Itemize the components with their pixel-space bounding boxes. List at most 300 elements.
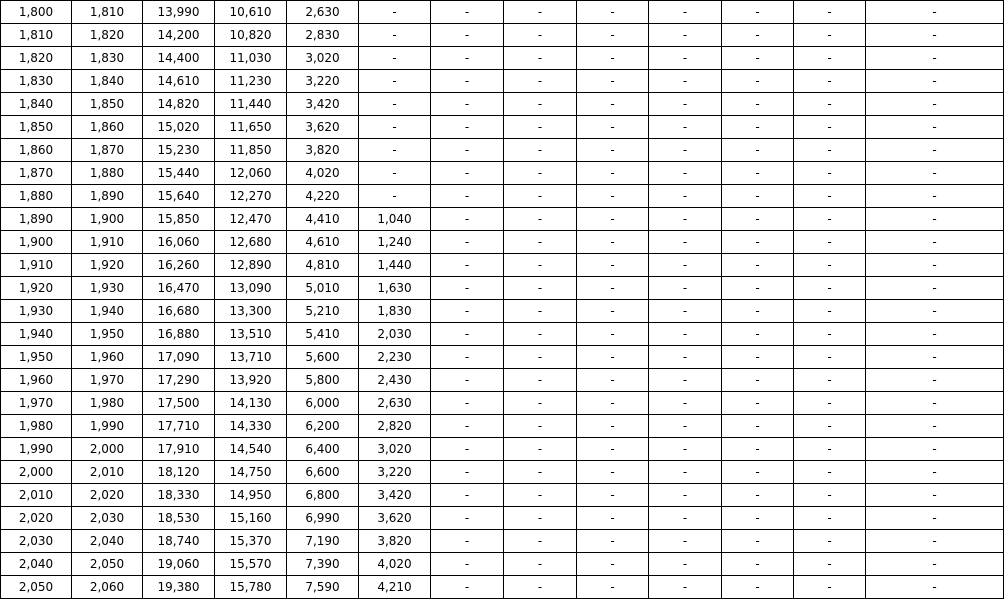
table-row bbox=[1, 162, 1004, 185]
table-cell: 1,850 bbox=[1, 116, 72, 139]
table-cell: 7,190 bbox=[287, 530, 359, 553]
table-cell: 3,420 bbox=[287, 93, 359, 116]
table-cell: - bbox=[794, 116, 866, 139]
table-cell: 1,840 bbox=[1, 93, 72, 116]
table-cell: 14,400 bbox=[143, 47, 215, 70]
table-cell: - bbox=[794, 139, 866, 162]
table-cell: - bbox=[359, 162, 431, 185]
table-cell: 15,230 bbox=[143, 139, 215, 162]
table-cell: - bbox=[866, 438, 1004, 461]
table-cell: - bbox=[431, 162, 504, 185]
table-cell: 2,050 bbox=[1, 576, 72, 599]
table-cell: 2,820 bbox=[359, 415, 431, 438]
table-cell: - bbox=[649, 208, 722, 231]
table-cell: - bbox=[504, 1, 577, 24]
table-row bbox=[1, 185, 1004, 208]
table-cell: - bbox=[504, 415, 577, 438]
table-cell: 13,710 bbox=[215, 346, 287, 369]
table-cell: - bbox=[504, 70, 577, 93]
table-cell: - bbox=[431, 484, 504, 507]
table-cell: - bbox=[431, 116, 504, 139]
table-cell: 1,240 bbox=[359, 231, 431, 254]
table-cell: 1,630 bbox=[359, 277, 431, 300]
table-cell: - bbox=[577, 47, 649, 70]
table-cell: - bbox=[649, 300, 722, 323]
table-cell: 1,950 bbox=[1, 346, 72, 369]
table-cell: - bbox=[504, 24, 577, 47]
table-cell: 6,990 bbox=[287, 507, 359, 530]
table-cell: 3,220 bbox=[359, 461, 431, 484]
table-cell: - bbox=[431, 323, 504, 346]
table-cell: - bbox=[649, 415, 722, 438]
table-cell: - bbox=[504, 507, 577, 530]
table-cell: 5,410 bbox=[287, 323, 359, 346]
table-row bbox=[1, 461, 1004, 484]
table-cell: 1,930 bbox=[72, 277, 143, 300]
table-cell: - bbox=[722, 438, 794, 461]
table-cell: - bbox=[504, 47, 577, 70]
table-cell: - bbox=[577, 24, 649, 47]
table-cell: - bbox=[649, 346, 722, 369]
table-cell: 2,010 bbox=[1, 484, 72, 507]
table-cell: - bbox=[794, 300, 866, 323]
table-cell: - bbox=[577, 576, 649, 599]
table-cell: - bbox=[431, 1, 504, 24]
table-cell: - bbox=[794, 346, 866, 369]
table-cell: - bbox=[431, 392, 504, 415]
table-cell: 1,810 bbox=[72, 1, 143, 24]
table-cell: - bbox=[649, 576, 722, 599]
table-cell: - bbox=[722, 484, 794, 507]
table-cell: - bbox=[722, 346, 794, 369]
table-cell: 18,530 bbox=[143, 507, 215, 530]
table-cell: - bbox=[504, 369, 577, 392]
table-cell: 1,860 bbox=[1, 139, 72, 162]
table-cell: - bbox=[577, 461, 649, 484]
table-cell: - bbox=[794, 530, 866, 553]
table-cell: - bbox=[504, 254, 577, 277]
table-cell: - bbox=[722, 231, 794, 254]
table-cell: 11,440 bbox=[215, 93, 287, 116]
table-cell: 2,630 bbox=[359, 392, 431, 415]
table-cell: - bbox=[794, 553, 866, 576]
table-cell: - bbox=[722, 139, 794, 162]
table-cell: - bbox=[431, 185, 504, 208]
table-cell: - bbox=[577, 254, 649, 277]
table-cell: - bbox=[504, 139, 577, 162]
table-cell: 1,940 bbox=[1, 323, 72, 346]
table-cell: 1,980 bbox=[1, 415, 72, 438]
table-cell: 14,750 bbox=[215, 461, 287, 484]
table-cell: 17,910 bbox=[143, 438, 215, 461]
table-cell: 1,900 bbox=[1, 231, 72, 254]
table-cell: - bbox=[722, 70, 794, 93]
table-cell: 3,820 bbox=[359, 530, 431, 553]
table-cell: - bbox=[577, 231, 649, 254]
table-cell: - bbox=[359, 1, 431, 24]
table-cell: 1,890 bbox=[72, 185, 143, 208]
table-cell: - bbox=[866, 530, 1004, 553]
table-cell: 6,600 bbox=[287, 461, 359, 484]
table-cell: - bbox=[504, 277, 577, 300]
table-cell: - bbox=[722, 323, 794, 346]
table-cell: - bbox=[794, 70, 866, 93]
table-cell: 1,920 bbox=[72, 254, 143, 277]
table-row bbox=[1, 369, 1004, 392]
table-cell: 1,820 bbox=[72, 24, 143, 47]
table-cell: - bbox=[649, 277, 722, 300]
table-cell: - bbox=[794, 369, 866, 392]
table-cell: - bbox=[649, 323, 722, 346]
table-cell: 18,330 bbox=[143, 484, 215, 507]
table-cell: - bbox=[504, 162, 577, 185]
table-cell: 2,020 bbox=[1, 507, 72, 530]
table-cell: - bbox=[431, 254, 504, 277]
table-cell: - bbox=[577, 300, 649, 323]
table-cell: 4,610 bbox=[287, 231, 359, 254]
table-cell: 1,880 bbox=[72, 162, 143, 185]
table-cell: 5,210 bbox=[287, 300, 359, 323]
table-cell: - bbox=[722, 162, 794, 185]
table-cell: 5,010 bbox=[287, 277, 359, 300]
table-cell: - bbox=[431, 369, 504, 392]
table-cell: - bbox=[866, 93, 1004, 116]
table-cell: 12,680 bbox=[215, 231, 287, 254]
table-cell: 1,800 bbox=[1, 1, 72, 24]
table-cell: 2,030 bbox=[72, 507, 143, 530]
table-cell: - bbox=[794, 24, 866, 47]
table-cell: - bbox=[577, 438, 649, 461]
table-cell: - bbox=[504, 185, 577, 208]
table-row bbox=[1, 254, 1004, 277]
table-cell: 14,200 bbox=[143, 24, 215, 47]
table-cell: 12,890 bbox=[215, 254, 287, 277]
table-cell: - bbox=[577, 277, 649, 300]
table-cell: - bbox=[794, 461, 866, 484]
table-row bbox=[1, 116, 1004, 139]
table-cell: - bbox=[504, 530, 577, 553]
table-cell: - bbox=[577, 208, 649, 231]
table-cell: 2,230 bbox=[359, 346, 431, 369]
table-cell: - bbox=[722, 576, 794, 599]
table-cell: 2,040 bbox=[1, 553, 72, 576]
table-cell: 6,800 bbox=[287, 484, 359, 507]
table-cell: - bbox=[866, 576, 1004, 599]
table-cell: - bbox=[359, 185, 431, 208]
table-cell: 13,090 bbox=[215, 277, 287, 300]
table-cell: 2,000 bbox=[72, 438, 143, 461]
table-cell: 12,270 bbox=[215, 185, 287, 208]
table-row bbox=[1, 346, 1004, 369]
table-cell: - bbox=[577, 369, 649, 392]
table-cell: - bbox=[649, 484, 722, 507]
table-cell: - bbox=[722, 47, 794, 70]
table-cell: - bbox=[577, 93, 649, 116]
table-row bbox=[1, 507, 1004, 530]
table-cell: - bbox=[504, 461, 577, 484]
table-cell: 3,820 bbox=[287, 139, 359, 162]
table-cell: - bbox=[577, 484, 649, 507]
table-cell: - bbox=[577, 323, 649, 346]
table-cell: - bbox=[722, 392, 794, 415]
table-cell: 1,910 bbox=[72, 231, 143, 254]
table-cell: - bbox=[722, 300, 794, 323]
table-cell: 14,950 bbox=[215, 484, 287, 507]
table-cell: 7,390 bbox=[287, 553, 359, 576]
table-cell: 1,970 bbox=[72, 369, 143, 392]
table-cell: - bbox=[649, 47, 722, 70]
table-row bbox=[1, 392, 1004, 415]
table-cell: - bbox=[431, 553, 504, 576]
table-cell: 1,920 bbox=[1, 277, 72, 300]
table-cell: 13,920 bbox=[215, 369, 287, 392]
table-cell: 17,710 bbox=[143, 415, 215, 438]
table-cell: 15,780 bbox=[215, 576, 287, 599]
table-cell: 14,540 bbox=[215, 438, 287, 461]
table-cell: - bbox=[866, 346, 1004, 369]
table-cell: 2,020 bbox=[72, 484, 143, 507]
table-cell: - bbox=[649, 553, 722, 576]
table-cell: 1,820 bbox=[1, 47, 72, 70]
table-cell: 2,830 bbox=[287, 24, 359, 47]
table-cell: - bbox=[359, 70, 431, 93]
table-cell: - bbox=[359, 24, 431, 47]
table-cell: 1,990 bbox=[72, 415, 143, 438]
table-cell: - bbox=[794, 208, 866, 231]
table-cell: 1,910 bbox=[1, 254, 72, 277]
table-row bbox=[1, 208, 1004, 231]
table-cell: 1,960 bbox=[1, 369, 72, 392]
table-cell: - bbox=[649, 254, 722, 277]
table-cell: 16,260 bbox=[143, 254, 215, 277]
table-cell: - bbox=[794, 323, 866, 346]
table-cell: 16,470 bbox=[143, 277, 215, 300]
table-cell: - bbox=[359, 93, 431, 116]
table-cell: - bbox=[649, 185, 722, 208]
table-row bbox=[1, 231, 1004, 254]
table-cell: - bbox=[431, 277, 504, 300]
table-cell: 11,650 bbox=[215, 116, 287, 139]
table-cell: 19,060 bbox=[143, 553, 215, 576]
table-cell: 14,130 bbox=[215, 392, 287, 415]
table-cell: - bbox=[866, 553, 1004, 576]
table-cell: 4,210 bbox=[359, 576, 431, 599]
table-cell: 1,830 bbox=[1, 70, 72, 93]
table-cell: - bbox=[431, 576, 504, 599]
table-cell: 1,840 bbox=[72, 70, 143, 93]
table-cell: 6,000 bbox=[287, 392, 359, 415]
table-cell: 1,830 bbox=[359, 300, 431, 323]
table-cell: - bbox=[649, 1, 722, 24]
table-cell: 10,820 bbox=[215, 24, 287, 47]
table-cell: - bbox=[649, 392, 722, 415]
table-cell: - bbox=[649, 70, 722, 93]
table-cell: - bbox=[359, 47, 431, 70]
table-cell: - bbox=[577, 530, 649, 553]
table-cell: 14,820 bbox=[143, 93, 215, 116]
table-cell: - bbox=[431, 300, 504, 323]
table-row bbox=[1, 553, 1004, 576]
table-row bbox=[1, 139, 1004, 162]
table-cell: - bbox=[866, 162, 1004, 185]
table-row bbox=[1, 1, 1004, 24]
table-cell: 1,930 bbox=[1, 300, 72, 323]
table-cell: - bbox=[431, 24, 504, 47]
table-cell: - bbox=[359, 139, 431, 162]
table-cell: 7,590 bbox=[287, 576, 359, 599]
table-cell: 3,420 bbox=[359, 484, 431, 507]
table-cell: - bbox=[866, 116, 1004, 139]
table-cell: - bbox=[431, 47, 504, 70]
table-cell: 2,030 bbox=[359, 323, 431, 346]
table-cell: - bbox=[866, 300, 1004, 323]
table-cell: - bbox=[504, 484, 577, 507]
table-cell: - bbox=[866, 47, 1004, 70]
table-cell: 2,030 bbox=[1, 530, 72, 553]
table-cell: - bbox=[866, 392, 1004, 415]
table-row bbox=[1, 277, 1004, 300]
table-cell: 1,870 bbox=[72, 139, 143, 162]
table-cell: - bbox=[722, 116, 794, 139]
table-cell: 11,850 bbox=[215, 139, 287, 162]
table-cell: - bbox=[431, 231, 504, 254]
table-cell: - bbox=[431, 93, 504, 116]
table-row bbox=[1, 24, 1004, 47]
table-cell: 1,960 bbox=[72, 346, 143, 369]
table-cell: - bbox=[649, 369, 722, 392]
table-cell: 1,810 bbox=[1, 24, 72, 47]
table-cell: - bbox=[649, 93, 722, 116]
table-cell: - bbox=[794, 1, 866, 24]
table-cell: 2,040 bbox=[72, 530, 143, 553]
table-row bbox=[1, 530, 1004, 553]
table-cell: - bbox=[577, 346, 649, 369]
table-cell: - bbox=[649, 530, 722, 553]
table-cell: - bbox=[649, 116, 722, 139]
table-cell: 1,900 bbox=[72, 208, 143, 231]
table-cell: 14,610 bbox=[143, 70, 215, 93]
table-cell: 17,090 bbox=[143, 346, 215, 369]
table-cell: - bbox=[649, 438, 722, 461]
table-cell: - bbox=[431, 70, 504, 93]
table-cell: - bbox=[431, 461, 504, 484]
table-cell: - bbox=[722, 93, 794, 116]
table-row bbox=[1, 438, 1004, 461]
table-cell: - bbox=[431, 507, 504, 530]
table-cell: 6,200 bbox=[287, 415, 359, 438]
table-cell: 15,850 bbox=[143, 208, 215, 231]
table-cell: - bbox=[504, 553, 577, 576]
table-row bbox=[1, 323, 1004, 346]
table-cell: 1,040 bbox=[359, 208, 431, 231]
table-cell: - bbox=[431, 139, 504, 162]
table-cell: - bbox=[504, 323, 577, 346]
table-cell: - bbox=[866, 185, 1004, 208]
table-cell: - bbox=[866, 254, 1004, 277]
table-cell: - bbox=[504, 300, 577, 323]
table-cell: - bbox=[504, 346, 577, 369]
table-row bbox=[1, 300, 1004, 323]
table-cell: - bbox=[722, 369, 794, 392]
table-cell: - bbox=[866, 208, 1004, 231]
table-cell: - bbox=[794, 254, 866, 277]
table-body bbox=[1, 1, 1004, 599]
table-cell: - bbox=[794, 162, 866, 185]
table-cell: - bbox=[577, 1, 649, 24]
table-cell: - bbox=[649, 162, 722, 185]
table-cell: 1,970 bbox=[1, 392, 72, 415]
table-cell: 2,050 bbox=[72, 553, 143, 576]
table-cell: - bbox=[794, 576, 866, 599]
table-cell: - bbox=[794, 438, 866, 461]
table-cell: - bbox=[722, 415, 794, 438]
table-cell: - bbox=[431, 438, 504, 461]
table-cell: 15,570 bbox=[215, 553, 287, 576]
table-cell: 17,290 bbox=[143, 369, 215, 392]
table-cell: - bbox=[866, 369, 1004, 392]
table-cell: - bbox=[577, 70, 649, 93]
table-cell: 6,400 bbox=[287, 438, 359, 461]
table-cell: 5,600 bbox=[287, 346, 359, 369]
table-cell: - bbox=[431, 208, 504, 231]
table-cell: - bbox=[722, 208, 794, 231]
table-cell: - bbox=[794, 93, 866, 116]
table-cell: 15,640 bbox=[143, 185, 215, 208]
table-cell: 13,300 bbox=[215, 300, 287, 323]
table-cell: 3,620 bbox=[287, 116, 359, 139]
table-cell: - bbox=[794, 277, 866, 300]
table-cell: 3,620 bbox=[359, 507, 431, 530]
table-cell: 2,430 bbox=[359, 369, 431, 392]
table-cell: 1,860 bbox=[72, 116, 143, 139]
table-cell: - bbox=[866, 415, 1004, 438]
table-cell: 4,410 bbox=[287, 208, 359, 231]
table-cell: - bbox=[866, 231, 1004, 254]
table-cell: - bbox=[794, 47, 866, 70]
table-cell: - bbox=[577, 139, 649, 162]
table-cell: 19,380 bbox=[143, 576, 215, 599]
table-cell: 12,470 bbox=[215, 208, 287, 231]
table-cell: 11,230 bbox=[215, 70, 287, 93]
table-cell: - bbox=[577, 185, 649, 208]
table-cell: 15,020 bbox=[143, 116, 215, 139]
table-cell: 1,980 bbox=[72, 392, 143, 415]
table-cell: - bbox=[649, 507, 722, 530]
table-cell: - bbox=[866, 277, 1004, 300]
table-cell: - bbox=[577, 392, 649, 415]
table-cell: 12,060 bbox=[215, 162, 287, 185]
table-cell: 14,330 bbox=[215, 415, 287, 438]
table-cell: - bbox=[722, 1, 794, 24]
table-cell: 1,940 bbox=[72, 300, 143, 323]
table-cell: - bbox=[722, 553, 794, 576]
table-cell: - bbox=[722, 530, 794, 553]
table-cell: 1,440 bbox=[359, 254, 431, 277]
table-cell: - bbox=[577, 116, 649, 139]
table-cell: - bbox=[649, 231, 722, 254]
table-cell: - bbox=[577, 507, 649, 530]
table-cell: - bbox=[504, 392, 577, 415]
table-cell: - bbox=[794, 415, 866, 438]
table-cell: - bbox=[504, 438, 577, 461]
table-cell: - bbox=[866, 323, 1004, 346]
table-cell: - bbox=[649, 24, 722, 47]
table-cell: 13,990 bbox=[143, 1, 215, 24]
table-cell: - bbox=[866, 507, 1004, 530]
table-cell: - bbox=[866, 139, 1004, 162]
table-cell: - bbox=[794, 185, 866, 208]
table-cell: 16,880 bbox=[143, 323, 215, 346]
